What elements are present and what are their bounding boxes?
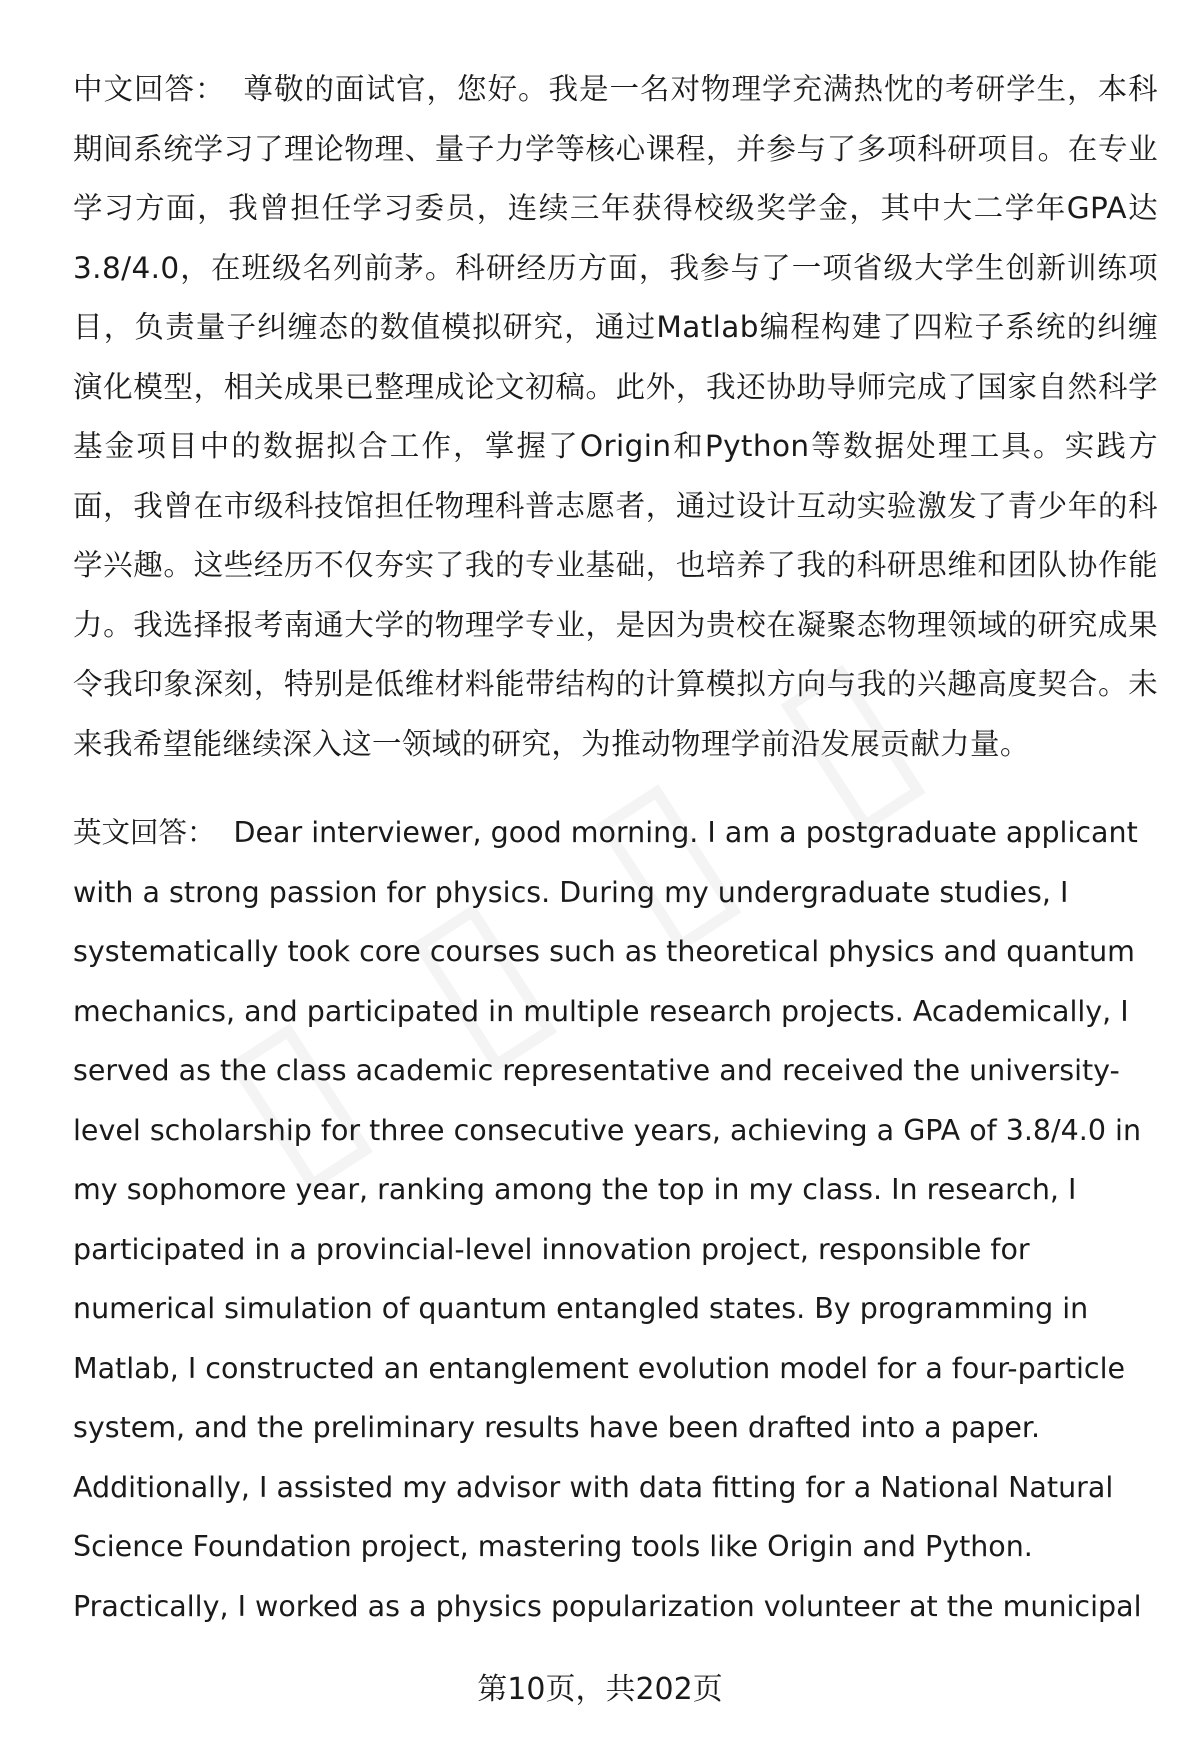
english-answer-text: Dear interviewer, good morning. I am a postgraduate applicant with a strong passion for physics. During my undergraduate studies, I systematically took core courses such as theoretical physics and quantum mechanics, and participated in multiple research projects. Academically, I served as the class academic representative and received the university-level scholarship for three consecutive years, achieving a GPA of 3.8/4.0 in my sophomore year, ranking among the top in my class. In research, I participated in a provincial-level innovation project, responsible for numerical simulation of quantum entangled states. By programming in Matlab, I constructed an entanglement evolution model for a four-particle system, and the preliminary results have been drafted into a paper. Additionally, I assisted my advisor with data fitting for a National Natural Science Foundation project, mastering tools like Origin and Python. Practically, I worked as a physics popularization volunteer at the municipal xyxy=(73,816,1142,1623)
chinese-answer-label: 中文回答： xyxy=(73,72,226,106)
english-answer-label: 英文回答： xyxy=(73,816,216,849)
page-number: 第10页，共202页 xyxy=(477,1672,723,1707)
chinese-answer-paragraph xyxy=(73,60,1158,774)
english-answer-paragraph xyxy=(73,803,1163,1636)
chinese-answer-text: 尊敬的面试官，您好。我是一名对物理学充满热忱的考研学生，本科期间系统学习了理论物理、量子力学等核心课程，并参与了多项科研项目。在专业学习方面，我曾担任学习委员，连续三年获得校级奖学金，其中大二学年GPA达3.8/4.0，在班级名列前茅。科研经历方面，我参与了一项省级大学生创新训练项目，负责量子纠缠态的数值模拟研究，通过Matlab编程构建了四粒子系统的纠缠演化模型，相关成果已整理成论文初稿。此外，我还协助导师完成了国家自然科学基金项目中的数据拟合工作，掌握了Origin和Python等数据处理工具。实践方面，我曾在市级科技馆担任物理科普志愿者，通过设计互动实验激发了青少年的科学兴趣。这些经历不仅夯实了我的专业基础，也培养了我的科研思维和团队协作能力。我选择报考南通大学的物理学专业，是因为贵校在凝聚态物理领域的研究成果令我印象深刻，特别是低维材料能带结构的计算模拟方向与我的兴趣高度契合。未来我希望能继续深入这一领域的研究，为推动物理学前沿发展贡献力量。 xyxy=(73,72,1158,761)
